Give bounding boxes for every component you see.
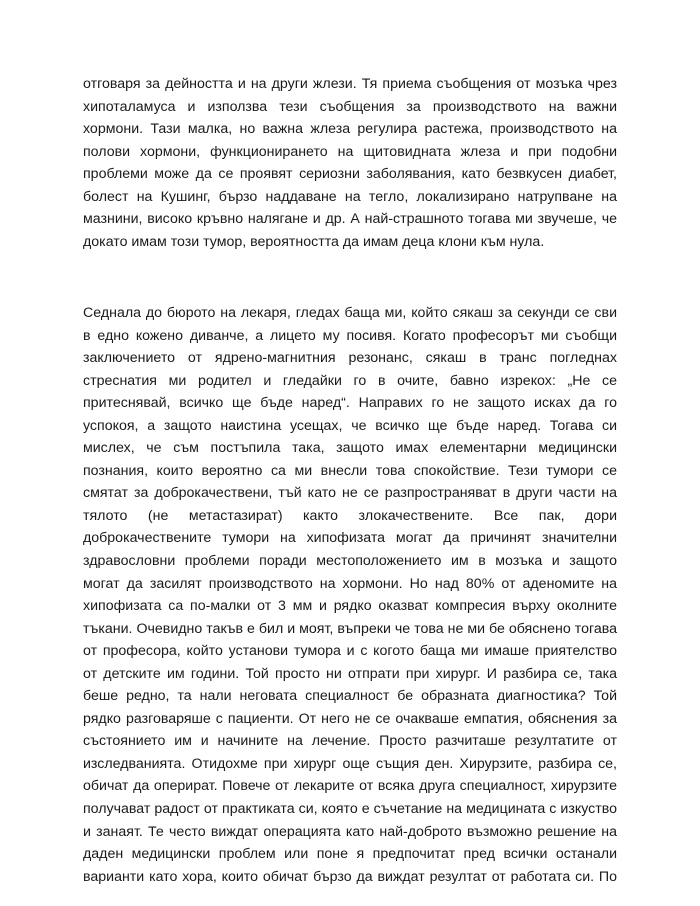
- paragraph-line: болест на Кушинг, бързо наддаване на тегло, локализирано натрупване на: [83, 188, 617, 205]
- paragraph-line: полови хормони, функционирането на щитовидната жлеза и при подобни: [83, 143, 617, 160]
- paragraph-line: тялото (не метастазират) както злокачествените. Все пак, дори: [83, 507, 617, 524]
- paragraph-line: рядко разговаряше с пациенти. От него не се очакваше емпатия, обяснения за: [83, 710, 617, 727]
- paragraph-line: проблеми може да се проявят сериозни заболявания, като безвкусен диабет,: [83, 166, 617, 183]
- paragraph-line: даден медицински проблем или поне я предпочитат пред всички останали: [83, 846, 617, 863]
- paragraph-line: смятат за доброкачествени, тъй като не се разпространяват в други части на: [83, 485, 617, 502]
- paragraph-line: обичат да оперират. Повече от лекарите от всяка друга специалност, хирурзите: [83, 778, 617, 795]
- paragraph-line: мислех, че съм постъпила така, защото имах елементарни медицински: [83, 440, 617, 457]
- paragraph-line: тъкани. Очевидно такъв е бил и моят, въпреки че това не ми бе обяснено тогава: [83, 620, 617, 637]
- paragraph-line: хипофизата са по-малки от 3 мм и рядко оказват компресия върху околните: [83, 598, 617, 615]
- paragraph-line: познания, които вероятно са ми внесли това спокойствие. Тези тумори се: [83, 462, 617, 479]
- paragraph-line: стреснатия ми родител и гледайки го в очите, бавно изрекох: „Не се: [83, 372, 617, 389]
- paragraph-line: доброкачествените тумори на хипофизата могат да причинят значителни: [83, 530, 617, 547]
- paragraph-line: мазнини, високо кръвно налягане и др. А най-страшното тогава ми звучеше, че: [83, 211, 617, 228]
- paragraph-line: отговаря за дейността и на други жлези. Тя приема съобщения от мозъка чрез: [83, 76, 617, 92]
- paragraph-line: в едно кожено диванче, а лицето му посивя. Когато професорът ми съобщи: [83, 327, 617, 344]
- paragraph-line: успокоя, а защото наистина усещах, че всичко ще бъде наред. Тогава си: [83, 417, 617, 434]
- paragraph-line: състоянието им и начините на лечение. Просто разчиташе резултатите от: [83, 733, 617, 750]
- paragraph-line: и занаят. Те често виждат операцията като най-доброто възможно решение на: [83, 823, 617, 840]
- paragraph-line: Седнала до бюрото на лекаря, гледах баща ми, който сякаш за секунди се сви: [83, 305, 617, 321]
- paragraph-line: варианти като хора, които обичат бързо да виждат резултат от работата си. По: [83, 868, 617, 885]
- paragraph-line: от професора, който установи тумора и с когото баща ми имаше приятелство: [83, 643, 617, 660]
- paragraph-1: [83, 73, 617, 253]
- paragraph-line: могат да засилят производството на хормони. Но над 80% от аденомите на: [83, 575, 617, 592]
- paragraph-line: здравословни проблеми поради местоположението им в мозъка и защото: [83, 553, 617, 570]
- paragraph-line: хормони. Тази малка, но важна жлеза регулира растежа, производството на: [83, 121, 617, 138]
- paragraph-2: [83, 302, 617, 888]
- paragraph-line: притеснявай, всичко ще бъде наред“. Направих го не защото исках да го: [83, 395, 617, 412]
- paragraph-line: заключението от ядрено-магнитния резонанс, сякаш в транс погледнах: [83, 350, 617, 367]
- paragraph-line: беше редно, та нали неговата специалност бе образната диагностика? Той: [83, 688, 617, 705]
- paragraph-line: получават радост от практиката си, която е съчетание на медицината с изкуство: [83, 801, 617, 818]
- paragraph-line: хипоталамуса и използва тези съобщения за производството на важни: [83, 98, 617, 115]
- paragraph-line: докато имам този тумор, вероятността да имам деца клони към нула.: [83, 233, 545, 250]
- paragraph-line: от детските им години. Той просто ни отпрати при хирург. И разбира се, така: [83, 665, 617, 682]
- paragraph-line: изследванията. Отидохме при хирург още същия ден. Хирурзите, разбира се,: [83, 755, 617, 772]
